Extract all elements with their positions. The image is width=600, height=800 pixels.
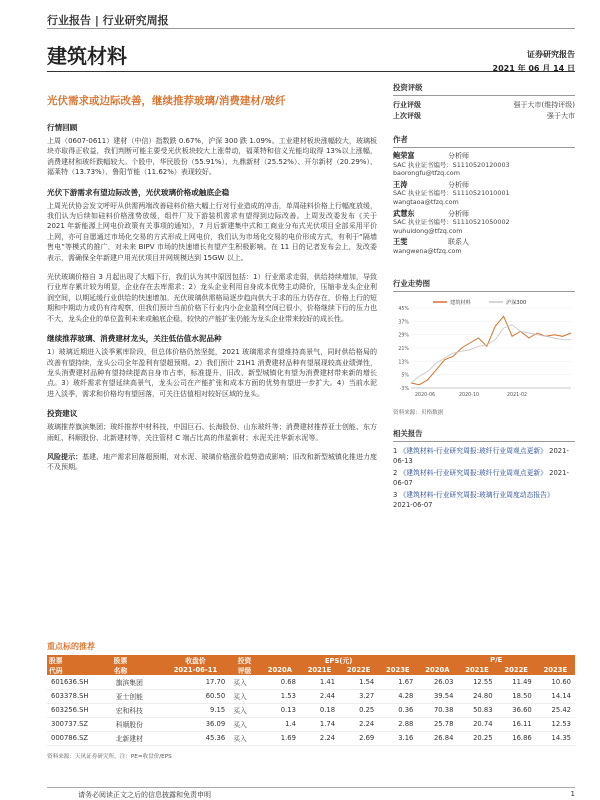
table-header: 评级	[229, 665, 260, 675]
stock-name: 宏和科技	[112, 703, 162, 717]
trend-heading: 行业走势图	[393, 278, 575, 292]
table-body	[47, 675, 575, 745]
related-date: 2021-06-07	[393, 468, 569, 487]
recommend-table-block	[47, 641, 575, 760]
section-heading: 光伏下游需求有望边际改善，光伏玻璃价格或触底企稳	[47, 187, 230, 197]
rating-value: 强于大市	[547, 112, 575, 120]
table-row	[47, 717, 575, 731]
table-cell: 买入	[229, 675, 260, 689]
table-cell: 3.27	[339, 689, 378, 703]
rating-heading: 投资评级	[393, 82, 575, 96]
legend-label: 沪深300	[506, 299, 527, 306]
author-entry	[393, 152, 575, 178]
x-tick-label: 2020-10	[459, 392, 480, 398]
table-cell: 2.69	[339, 731, 378, 745]
related-report[interactable]	[393, 446, 575, 466]
section-recommend	[47, 333, 377, 399]
table-cell: 25.42	[536, 703, 575, 717]
table-cell: 1.69	[260, 731, 300, 745]
stock-name: 北新建材	[112, 731, 162, 745]
stock-code: 000786.SZ	[47, 731, 112, 745]
table-cell: 4.28	[378, 689, 417, 703]
author-role: 分析师	[448, 152, 469, 160]
author-role: 分析师	[448, 180, 469, 189]
authors-heading: 作者	[393, 134, 575, 148]
section-paragraph: 光伏玻璃价格自 3 月起出现了大幅下行，我们认为其中原因包括：1）行业需求走弱，供给持续增加，导致行业库存累计较为明显，企业存在去库需求；2）龙头企业利用自身成本优势主动降价，压缩非龙头企业利润空间，以期延缓行业供给的快速增加。光伏玻璃供需格局逐步趋向供大于求的压力仍存在，价格上行的短期和中期动力或仍有待观察，但我们预计当前价格下行业内小企业盈利空间已很小，价格继续下行的压力也不大，龙头企业的单位盈利未来或触底企稳，较快的产能扩张仍能为龙头企业带来较好的成长性。	[47, 273, 377, 323]
author-name: 王雯	[393, 237, 408, 247]
section-paragraph: 玻璃推荐旗滨集团；玻纤推荐中材科技，中国巨石、长海股份、山东玻纤等；消费建材推荐亚士创能、东方雨虹、科顺股份、北新建材等，关注管材 C 端占比高的伟星新材；水泥关注华新水泥等。	[47, 423, 377, 442]
table-row	[47, 731, 575, 745]
report-type: 证券研究报告	[527, 50, 575, 59]
table-cell: 14.14	[536, 689, 575, 703]
related-no: 1	[393, 446, 398, 455]
author-email[interactable]: wangwena@tfzq.com	[393, 246, 462, 255]
y-tick-label: -3%	[399, 386, 409, 392]
section-investment-advice	[47, 408, 377, 443]
report-date: 2021 年 06 月 14 日	[492, 64, 575, 73]
table-header-row	[47, 665, 575, 675]
table-cell: 60.50	[162, 689, 229, 703]
report-subtitle: 光伏需求或边际改善，继续推荐玻璃/消费建材/玻纤	[47, 95, 286, 107]
table-cell: 2.24	[300, 731, 339, 745]
section-pv-demand	[47, 187, 377, 324]
author-email[interactable]: baorongfu@tfzq.com	[393, 169, 460, 178]
rating-block	[393, 82, 575, 122]
table-cell: 1.53	[260, 689, 300, 703]
y-tick-label: 5%	[401, 373, 409, 379]
table-header: 2020A	[417, 665, 457, 675]
table-header: 2022E	[339, 665, 378, 675]
y-tick-label: 37%	[398, 319, 409, 325]
table-cell: 买入	[229, 689, 260, 703]
section-paragraph: 上周（0607-0611）建材（中信）指数跌 0.67%，沪深 300 跌 1.09%。工业建材板块涨幅较大，玻璃板块亦取得正收益，我们判断可能主要受光伏板块较大上涨带动，福莱特和信义光能均取得 13%以上涨幅，消费建材和玻纤跌幅较大。个股中，华民股份（55.91%）、九鼎新材（25.52%）、开尔新材（20.29%）、福莱特（13.73%）、鲁阳节能（11.62%）表现较好。	[47, 137, 377, 177]
rating-row	[393, 100, 575, 111]
x-tick-label: 2021-02	[507, 392, 528, 398]
rating-row	[393, 111, 575, 122]
table-cell: 买入	[229, 717, 260, 731]
related-no: 3	[393, 490, 398, 499]
section-market-review	[47, 122, 377, 178]
risk-heading: 风险提示：	[47, 452, 83, 461]
table-header: 股票	[112, 655, 162, 665]
rating-value: 强于大市(维持评级)	[513, 101, 575, 109]
table-cell: 1.4	[260, 717, 300, 731]
table-cell: 3.16	[378, 731, 417, 745]
main-body	[47, 122, 377, 482]
author-name: 武慧东	[393, 208, 415, 218]
footer-divider	[47, 787, 575, 788]
author-entry	[393, 181, 575, 207]
table-cell: 16.86	[497, 731, 536, 745]
table-cell: 1.74	[300, 717, 339, 731]
table-header: 2023E	[536, 665, 575, 675]
table-cell: 16.11	[497, 717, 536, 731]
table-cell: 12.55	[457, 675, 496, 689]
table-row	[47, 675, 575, 689]
table-cell: 20.74	[457, 717, 496, 731]
title-divider	[47, 71, 575, 72]
page-title: 建筑材料	[47, 44, 127, 68]
table-cell: 0.13	[260, 703, 300, 717]
related-date: 2021-06-13	[393, 446, 569, 465]
section-heading: 投资建议	[47, 409, 78, 419]
author-entry	[393, 210, 575, 236]
related-no: 2	[393, 468, 398, 477]
stock-code: 601636.SH	[47, 675, 112, 689]
table-header-row	[47, 655, 575, 665]
author-name: 王涛	[393, 179, 408, 189]
table-cell: 24.80	[457, 689, 496, 703]
table-cell: 25.78	[417, 717, 457, 731]
page-number: 1	[570, 790, 575, 798]
stock-name: 亚士创能	[112, 689, 162, 703]
table-header: EPS(元)	[260, 655, 418, 665]
related-report[interactable]	[393, 468, 575, 488]
table-header: 2022E	[497, 665, 536, 675]
table-cell: 2.24	[339, 717, 378, 731]
chart-source: 资料来源：贝格数据	[393, 409, 444, 416]
section-heading: 行情回顾	[47, 123, 78, 132]
table-cell: 14.35	[536, 731, 575, 745]
related-title[interactable]: 《建筑材料-行业研究周报:玻璃行业周度动态报告》	[399, 490, 554, 499]
table-row	[47, 689, 575, 703]
table-cell: 11.49	[497, 675, 536, 689]
table-header: 2021E	[457, 665, 496, 675]
table-cell: 0.36	[378, 703, 417, 717]
table-cell: 17.70	[162, 675, 229, 689]
section-paragraph: 1）玻璃近期进入淡季累库阶段，但总体价格仍然坚挺，2021 玻璃需求有望维持高景气，同时供给格局的改善有望持续，龙头公司全年盈利有望超预期。2）我们预计 21H1 消费建材品种有望展现较高业绩弹性，龙头消费建材品种有望持续提高自身市占率，标准提升、旧改、新型城镇化有望为消费建材带来新的增长点。3）玻纤需求有望延续高景气，龙头公司在产能扩张和成本方面的优势有望进一步扩大。4）当前水泥进入淡季，需求和价格均有望回落，可关注估值相对较好区域的龙头。	[47, 348, 377, 398]
trend-chart	[393, 296, 575, 406]
section-paragraph: 上周光伏协会发文呼吁从供需两端改善硅料价格大幅上行对行业造成的冲击，单周硅料价格上行幅度放缓，我们认为后续如硅料价格涨势放缓，组件厂及下游装机需求有望得到边际改善。上周发改委发布《关于 2021 年新能源上网电价政策有关事项的通知》，7 月后新建集中式和工商业分布式光伏项目全部采用平价上网，亦可自愿通过市场化交易的方式形成上网电价，我们认为市场化交易的电价形成方式，有利于“隔墙售电”等模式的推广，对未来 BIPV 市场的快速增长有望产生积极影响。在 11 日的记者发布会上，发改委表示，需确保全年新建户用光伏项目并网规模达到 15GW 以上。	[47, 201, 377, 262]
top-divider	[47, 28, 575, 29]
table-cell: 1.67	[378, 675, 417, 689]
section-heading: 继续推荐玻璃、消费建材龙头，关注低估值水泥品种	[47, 334, 222, 344]
footer-disclaimer: 请务必阅读正文之后的信息披露和免责申明	[78, 791, 211, 799]
table-cell: 70.38	[417, 703, 457, 717]
legend-label: 建筑材料	[450, 299, 471, 306]
author-role: 分析师	[448, 209, 469, 218]
table-cell: 45.36	[162, 731, 229, 745]
table-cell: 0.25	[339, 703, 378, 717]
table-cell: 1.41	[300, 675, 339, 689]
table-cell: 买入	[229, 731, 260, 745]
stock-code: 603256.SH	[47, 703, 112, 717]
table-cell: 50.83	[457, 703, 496, 717]
related-date: 2021-06-07	[393, 500, 433, 509]
related-block	[393, 428, 575, 510]
table-row	[47, 703, 575, 717]
author-entry	[393, 238, 575, 255]
author-cert: SAC 执业证书编号：S1110521050002	[393, 218, 510, 227]
author-email[interactable]: wangtaoa@tfzq.com	[393, 197, 459, 206]
y-tick-label: 45%	[398, 306, 409, 312]
series-line-csi300	[411, 324, 571, 382]
stock-name: 旗滨集团	[112, 675, 162, 689]
risk-text: 基建、地产需求回落超预期，对水泥、玻璃价格涨价趋势造成影响；旧改和新型城镇化推进力度不及预期。	[47, 452, 377, 472]
authors-block	[393, 134, 575, 256]
table-header: 股票	[47, 655, 112, 665]
table-cell: 36.09	[162, 717, 229, 731]
x-tick-label: 2020-06	[415, 392, 436, 398]
table-header: 投资	[229, 655, 260, 665]
table-cell: 26.03	[417, 675, 457, 689]
table-cell: 9.15	[162, 703, 229, 717]
related-title[interactable]: 《建筑材料-行业研究周报:玻纤行业周观点更新》	[399, 446, 547, 455]
table-cell: 26.84	[417, 731, 457, 745]
y-tick-label: 21%	[398, 346, 409, 352]
table-cell: 2.44	[300, 689, 339, 703]
author-cert: SAC 执业证书编号：S1110520120003	[393, 160, 510, 169]
stock-code: 300737.SZ	[47, 717, 112, 731]
rating-label: 行业评级	[393, 101, 421, 109]
sidebar	[393, 82, 575, 512]
y-tick-label: 13%	[398, 359, 409, 365]
y-tick-label: 29%	[398, 333, 409, 339]
author-name: 鲍荣富	[393, 151, 415, 160]
table-note: 资料来源：天风证券研究所，注：PE=收盘价/EPS	[47, 753, 172, 760]
table-header: 收盘价	[162, 655, 229, 665]
table-cell: 18.50	[497, 689, 536, 703]
table-cell: 0.68	[260, 675, 300, 689]
stock-code: 603378.SH	[47, 689, 112, 703]
table-cell: 2.88	[378, 717, 417, 731]
table-header: 名称	[112, 665, 162, 675]
table-header: P/E	[417, 655, 575, 665]
table-cell: 10.60	[536, 675, 575, 689]
author-role: 联系人	[448, 238, 469, 247]
report-category: 行业报告 | 行业研究周报	[47, 14, 169, 27]
related-report[interactable]	[393, 490, 575, 510]
author-email[interactable]: wuhuidong@tfzq.com	[393, 226, 463, 235]
stock-name: 科顺股份	[112, 717, 162, 731]
recommend-table	[47, 655, 575, 746]
rating-label: 上次评级	[393, 112, 421, 120]
table-header: 2023E	[378, 665, 417, 675]
table-header: 2021-06-11	[162, 665, 229, 675]
table-header: 2020A	[260, 665, 300, 675]
trend-block	[393, 278, 575, 416]
table-header: 代码	[47, 665, 112, 675]
table-cell: 12.53	[536, 717, 575, 731]
table-cell: 1.54	[339, 675, 378, 689]
table-cell: 36.60	[497, 703, 536, 717]
author-cert: SAC 执业证书编号：S1110521010001	[393, 189, 510, 198]
table-cell: 39.54	[417, 689, 457, 703]
table-title: 重点标的推荐	[47, 642, 95, 651]
table-cell: 买入	[229, 703, 260, 717]
related-title[interactable]: 《建筑材料-行业研究周报:玻纤行业周观点更新》	[399, 468, 547, 477]
table-cell: 20.25	[457, 731, 496, 745]
table-header: 2021E	[300, 665, 339, 675]
related-heading: 相关报告	[393, 428, 575, 442]
trend-chart-svg	[393, 296, 575, 406]
table-cell: 0.18	[300, 703, 339, 717]
section-risk	[47, 452, 377, 473]
